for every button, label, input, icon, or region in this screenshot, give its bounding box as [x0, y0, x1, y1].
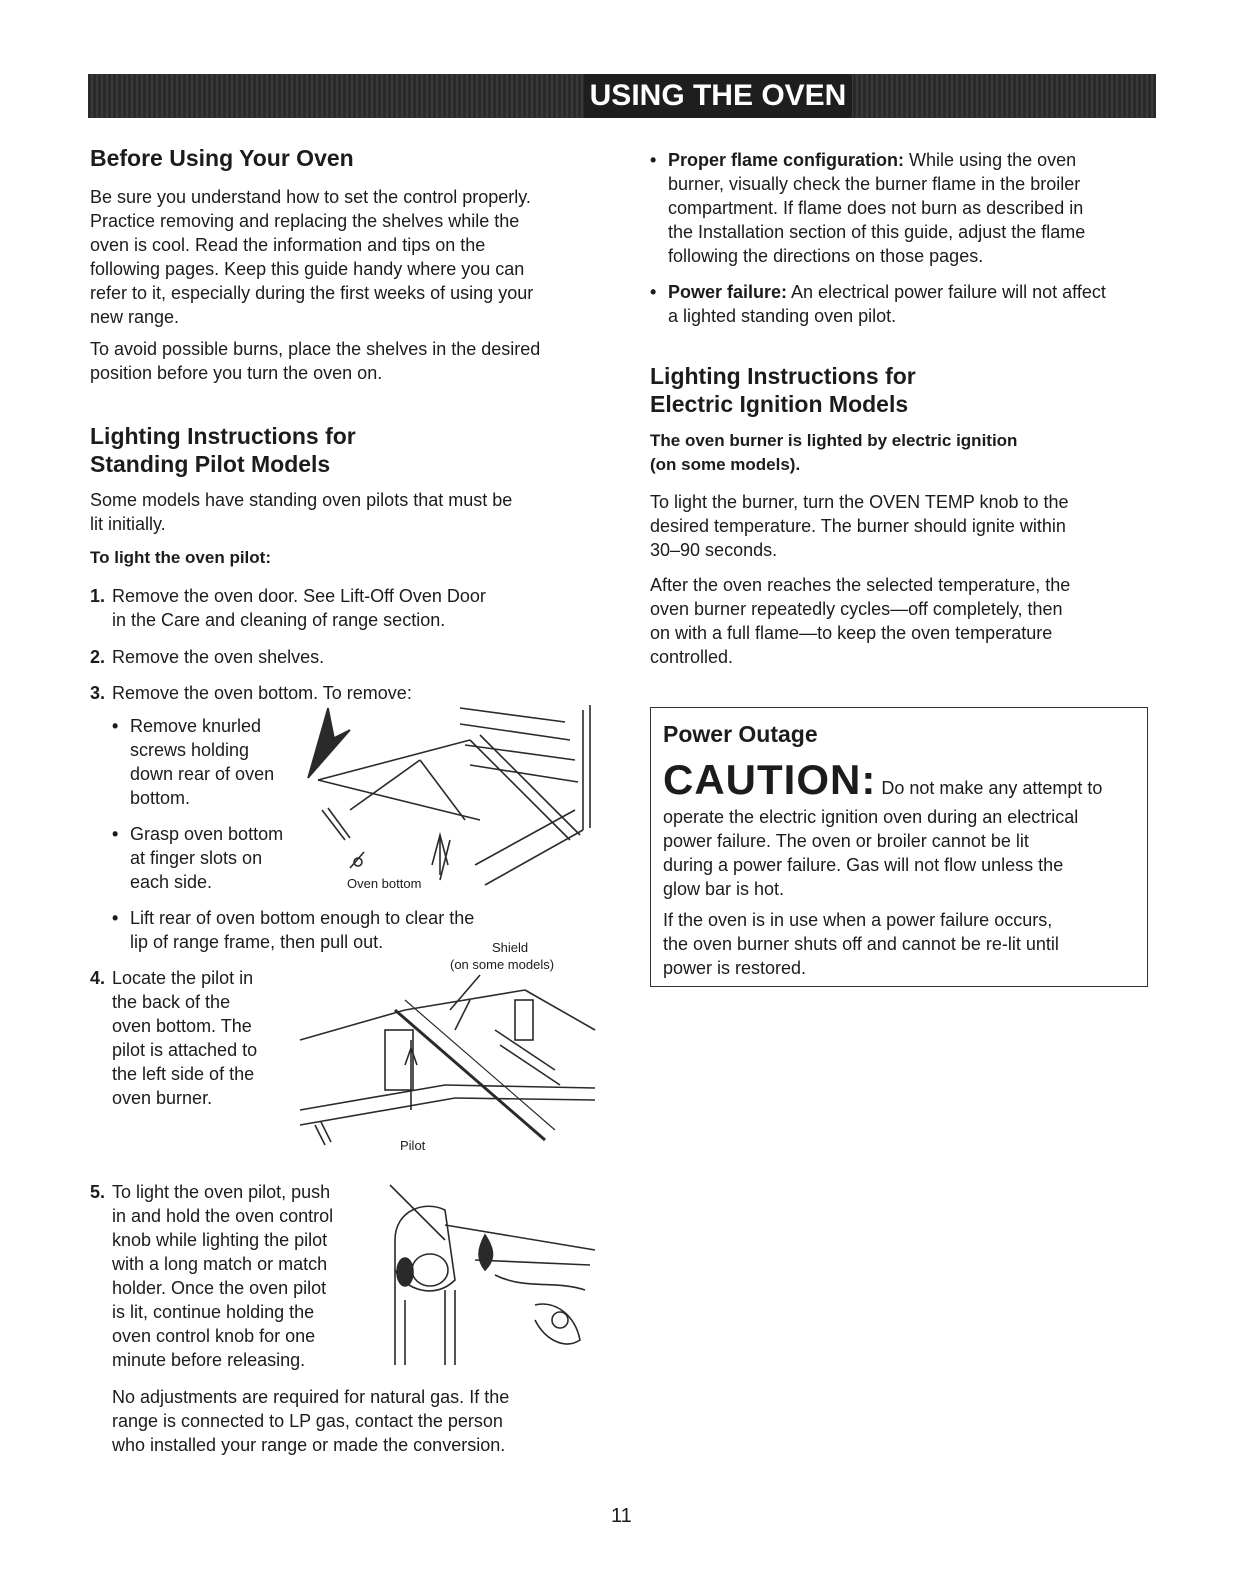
pilot-subheading: To light the oven pilot:	[90, 548, 271, 567]
electric-subheading: The oven burner is lighted by electric ignition (on some models).	[650, 431, 1018, 474]
pilot-heading: Lighting Instructions for Standing Pilot Models	[90, 423, 356, 477]
pilot-label: Pilot	[400, 1138, 426, 1153]
bullet-grasp-bottom: • Grasp oven bottom at finger slots on each side.	[112, 824, 284, 892]
page-banner	[88, 74, 1156, 118]
oven-bottom-label: Oven bottom	[347, 876, 422, 891]
shield-sublabel: (on some models)	[450, 957, 555, 972]
step-2: 2. Remove the oven shelves.	[90, 647, 325, 667]
step-4: 4. Locate the pilot in the back of the oven bottom. The pilot is attached to the left side of the oven burner.	[90, 968, 258, 1108]
lighting-pilot-illustration	[385, 1180, 595, 1370]
caution-line: CAUTION: Do not make any attempt to	[663, 756, 1103, 803]
pilot-location-illustration	[295, 970, 605, 1150]
step-5: 5. To light the oven pilot, push in and hold the oven control knob while lighting the pilot with a long match or match holder. Once the oven pilot is lit, continue holding the oven control knob for one minute before releasing.	[90, 1182, 334, 1370]
electric-paragraph-1: To light the burner, turn the OVEN TEMP knob to the desired temperature. The burner should ignite within 30–90 seconds.	[650, 492, 1069, 560]
page-number: 11	[611, 1505, 632, 1527]
page-title: USING THE OVEN	[584, 74, 852, 118]
closing-paragraph: No adjustments are required for natural gas. If the range is connected to LP gas, contact the person who installed your range or made the conversion.	[112, 1387, 510, 1455]
bullet-flame-configuration: • Proper flame configuration: While using the oven burner, visually check the burner flame in the broiler compartment. If flame does not burn as described in the Installation section of this guide, adjust the flame following the directions on those pages.	[650, 150, 1086, 266]
electric-heading: Lighting Instructions for Electric Ignition Models	[650, 363, 916, 417]
before-paragraph-1: Be sure you understand how to set the control properly. Practice removing and replacing the shelves while the oven is cool. Read the information and tips on the following pages. Keep this guide handy where you can refer to it, especially during the first weeks of using your new range.	[90, 187, 534, 327]
step-1: 1. Remove the oven door. See Lift-Off Oven Door in the Care and cleaning of range section.	[90, 586, 486, 630]
bullet-power-failure: • Power failure: An electrical power failure will not affect a lighted standing oven pilot.	[650, 282, 1106, 326]
before-paragraph-2: To avoid possible burns, place the shelves in the desired position before you turn the oven on.	[90, 339, 541, 383]
before-heading: Before Using Your Oven	[90, 145, 354, 171]
shield-label: Shield	[492, 940, 529, 955]
caution-text: operate the electric ignition oven during an electrical power failure. The oven or broiler cannot be lit during a power failure. Gas will not flow unless the glow bar is hot.	[663, 807, 1079, 899]
oven-bottom-illustration	[300, 700, 600, 900]
pilot-intro: Some models have standing oven pilots that must be lit initially.	[90, 490, 513, 534]
step-3: 3. Remove the oven bottom. To remove:	[90, 683, 412, 703]
bullet-lift-rear: • Lift rear of oven bottom enough to clear the lip of range frame, then pull out.	[112, 908, 475, 952]
power-outage-heading: Power Outage	[663, 721, 818, 747]
caution-word: CAUTION:	[663, 756, 877, 803]
bullet-remove-screws: • Remove knurled screws holding down rear of oven bottom.	[112, 716, 275, 808]
outage-paragraph-2: If the oven is in use when a power failure occurs, the oven burner shuts off and cannot be re-lit until power is restored.	[663, 910, 1059, 978]
electric-paragraph-2: After the oven reaches the selected temperature, the oven burner repeatedly cycles—off completely, then on with a full flame—to keep the oven temperature controlled.	[650, 575, 1071, 667]
power-outage-box	[650, 707, 1148, 987]
